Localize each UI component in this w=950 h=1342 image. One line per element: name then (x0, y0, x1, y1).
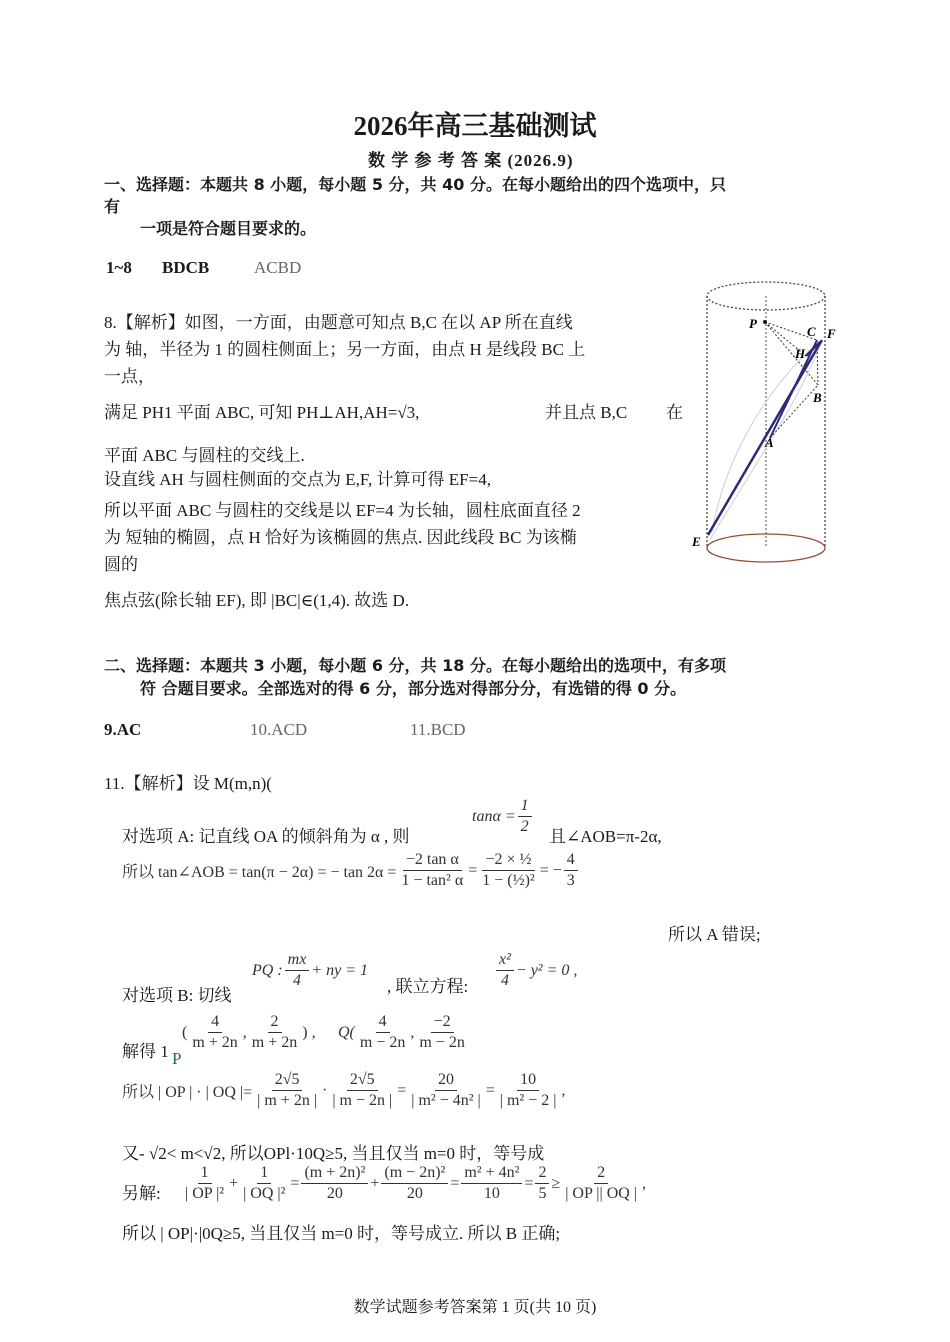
page-subtitle: 数 学 参 考 答 案 (2026.9) (368, 151, 574, 170)
q11-alt-eq (180, 1163, 646, 1204)
alt-frac2 (240, 1163, 288, 1204)
eq2-lhs: 所以 | OP | · | OQ |= (122, 1084, 253, 1101)
frac-num: 4 (564, 850, 578, 871)
q11-optA-half (518, 796, 532, 837)
q11-optA-b: 且∠AOB=π-2α, (549, 827, 662, 846)
section1-heading-line2: 一项是符合题目要求的。 (140, 219, 317, 238)
q8-line2: 为 轴，半径为 1 的圆柱侧面上；另一方面，由点 H 是线段 BC 上 (104, 340, 586, 359)
eq1-res: = − (539, 861, 562, 879)
frac-den: 20 (326, 1185, 343, 1202)
q8-line3: 一点， (104, 367, 155, 386)
fig-label-c: C (807, 324, 816, 339)
dot: · (322, 1081, 328, 1099)
frac-den: | m² − 4n² | (411, 1092, 481, 1109)
frac-den: 10 (483, 1185, 500, 1202)
q8-line4b: 并且点 B,C (545, 403, 628, 422)
q8-line4c: 在 (666, 403, 683, 422)
q11-eq1 (122, 850, 580, 891)
frac-den: 5 (538, 1185, 547, 1202)
answer-10: 10.ACD (250, 720, 308, 739)
optB-rest: + ny = 1 (311, 961, 369, 979)
q8-line6: 设直线 AH 与圆柱侧面的交点为 E,F, 计算可得 EF=4, (104, 470, 491, 489)
fig-label-b: B (813, 390, 822, 405)
eq: = (524, 1174, 534, 1192)
frac-num: 2 (535, 1163, 549, 1184)
answers1-label: 1~8 (106, 258, 132, 277)
frac-den: | m − 2n | (332, 1092, 393, 1109)
frac-den: m + 2n (251, 1034, 298, 1051)
frac-den: | OP || OQ | (565, 1185, 637, 1202)
alt-frac1 (182, 1163, 227, 1204)
q11-solve-p: P (172, 1049, 182, 1068)
eq2-frac1 (254, 1070, 320, 1111)
section1-heading-line1b: 有 (104, 197, 121, 216)
frac-den: m − 2n (419, 1034, 465, 1051)
q8-line5: 平面 ABC 与圆柱的交线上. (104, 446, 305, 465)
optB-frac2 (496, 950, 514, 991)
frac-den: 3 (566, 872, 575, 889)
frac-den: m − 2n (359, 1034, 406, 1051)
optB-pq: PQ : (252, 961, 283, 979)
q11-eq2 (122, 1070, 565, 1111)
frac-num: 2 (268, 1012, 282, 1033)
alt-frac6 (535, 1163, 549, 1204)
plus: + (229, 1174, 239, 1192)
solve-p-frac1 (189, 1012, 240, 1053)
q11-optA-tan-label: tanα = (472, 807, 516, 825)
page-title: 2026年高三基础测试 (353, 111, 597, 141)
frac-den: 4 (500, 972, 509, 989)
eq: = (485, 1081, 495, 1099)
eq2-frac3 (408, 1070, 483, 1111)
frac-num: −2 (431, 1012, 454, 1033)
fig-label-e: E (692, 534, 701, 549)
q11-alt-pre: 另解: (122, 1184, 161, 1203)
alt-frac7 (562, 1163, 640, 1204)
eq: = (450, 1174, 460, 1192)
frac-num: (m − 2n)² (381, 1163, 448, 1184)
frac-den: 20 (406, 1185, 423, 1202)
eq1-lhs: 所以 tan∠AOB = tan(π − 2α) = − tan 2α = (122, 864, 397, 881)
frac-num: 1 (257, 1163, 271, 1184)
eq2-frac4 (497, 1070, 560, 1111)
q8-line4a: 满足 PH1 平面 ABC, 可知 PH⊥AH,AH=√3, (104, 403, 420, 422)
frac-num: 20 (435, 1070, 457, 1091)
frac-num: 1 (198, 1163, 212, 1184)
frac-den: 2 (520, 818, 529, 835)
frac-num: 4 (376, 1012, 390, 1033)
frac-num: 2√5 (272, 1070, 303, 1091)
q8-line1: 8.【解析】如图，一方面，由题意可知点 B,C 在以 AP 所在直线 (104, 313, 573, 332)
q8-line10: 焦点弦(除长轴 EF), 即 |BC|∈(1,4). 故选 D. (104, 591, 410, 610)
eq2-frac2 (329, 1070, 395, 1111)
optB-rest2: − y² = 0 , (515, 961, 578, 979)
section2-heading-line2: 符 合题目要求。全部选对的得 6 分，部分选对得部分分，有选错的得 0 分。 (140, 679, 687, 698)
frac-num: 2 (594, 1163, 608, 1184)
solve-q-frac1 (357, 1012, 408, 1053)
cylinder-figure (690, 270, 840, 580)
q11-optB-tangent (252, 950, 368, 991)
frac-num: x² (496, 950, 514, 971)
paren-close: ) , (302, 1023, 316, 1041)
q8-line8: 为 短轴的椭圆，点 H 恰好为该椭圆的焦点. 因此线段 BC 为该椭 (104, 528, 577, 547)
frac-den: 4 (292, 972, 301, 989)
alt-frac5 (461, 1163, 522, 1204)
frac-num: 10 (517, 1070, 539, 1091)
comma: , (561, 1081, 566, 1099)
fig-label-p: P (749, 316, 757, 331)
solve-q-label: Q( (338, 1023, 355, 1041)
frac-num: 4 (208, 1012, 222, 1033)
eq1-frac2 (479, 850, 537, 891)
eq1-frac1 (398, 850, 466, 891)
plus: + (370, 1174, 380, 1192)
q11-optA-conclusion: 所以 A 错误; (668, 925, 761, 944)
q11-intro: 11.【解析】设 M(m,n)( (104, 774, 272, 793)
q11-optB-hyperbola (494, 950, 577, 991)
eq: = (397, 1081, 407, 1099)
frac-num: mx (285, 950, 310, 971)
alt-frac4 (381, 1163, 448, 1204)
fig-label-f: F (827, 326, 836, 341)
frac-den: m + 2n (192, 1034, 238, 1051)
alt-frac3 (301, 1163, 368, 1204)
q11-again: 又- √2< m<√2, 所以OPl·10Q≥5, 当且仅当 m=0 时，等号成 (122, 1144, 545, 1163)
frac-den: 1 − tan² α (401, 872, 464, 889)
q8-line7: 所以平面 ABC 与圆柱的交线是以 EF=4 为长轴，圆柱底面直径 2 (104, 501, 581, 520)
q11-optA-tan (472, 796, 534, 837)
frac-num: 1 (518, 796, 532, 817)
answers1-part1: BDCB (162, 258, 210, 277)
frac-num: 2√5 (347, 1070, 378, 1091)
eq: = (290, 1174, 300, 1192)
answer-9: 9.AC (104, 720, 142, 739)
q8-line9: 圆的 (104, 555, 138, 574)
geq: ≥ (551, 1174, 561, 1192)
optB-frac (285, 950, 310, 991)
comma: , (410, 1023, 415, 1041)
q11-optB-pre: 对选项 B: 切线 (122, 986, 232, 1005)
fig-label-a: A (765, 435, 774, 450)
q11-solve-p-coords (182, 1012, 316, 1053)
paren-open: ( (182, 1023, 188, 1041)
answer-11: 11.BCD (410, 720, 466, 739)
frac-num: (m + 2n)² (301, 1163, 368, 1184)
comma: , (642, 1174, 646, 1192)
section1-heading-line1: 一、选择题：本题共 8 小题，每小题 5 分，共 40 分。在每小题给出的四个选项中，只 (104, 175, 726, 194)
q11-optA-a: 对选项 A: 记直线 OA 的倾斜角为 α , 则 (122, 827, 410, 846)
solve-q-frac2 (416, 1012, 467, 1053)
comma: , (242, 1023, 247, 1041)
frac-den: 1 − (½)² (482, 872, 535, 889)
answers1-part2: ACBD (254, 258, 302, 277)
q11-solve-q-coords (338, 1012, 470, 1053)
frac-num: m² + 4n² (461, 1163, 522, 1184)
eq1-eq: = (468, 861, 478, 879)
section2-heading-line1: 二、选择题：本题共 3 小题，每小题 6 分，共 18 分。在每小题给出的选项中，有多项 (104, 656, 726, 675)
solve-p-frac2 (249, 1012, 300, 1053)
fig-label-h: H (795, 346, 806, 361)
q11-final: 所以 | OP|·|0Q≥5, 当且仅当 m=0 时，等号成立. 所以 B 正确; (122, 1224, 561, 1243)
eq1-frac3 (564, 850, 578, 891)
q11-solve-pre: 解得 1 (122, 1042, 169, 1061)
frac-den: | m + 2n | (257, 1092, 318, 1109)
frac-den: | OQ |² (243, 1185, 286, 1202)
page-footer: 数学试题参考答案第 1 页(共 10 页) (353, 1299, 597, 1316)
frac-num: −2 tan α (403, 850, 462, 871)
frac-num: −2 × ½ (482, 850, 534, 871)
frac-den: | OP |² (185, 1185, 225, 1202)
frac-den: | m² − 2 | (499, 1092, 557, 1109)
q11-optB-join: , 联立方程: (387, 977, 469, 996)
